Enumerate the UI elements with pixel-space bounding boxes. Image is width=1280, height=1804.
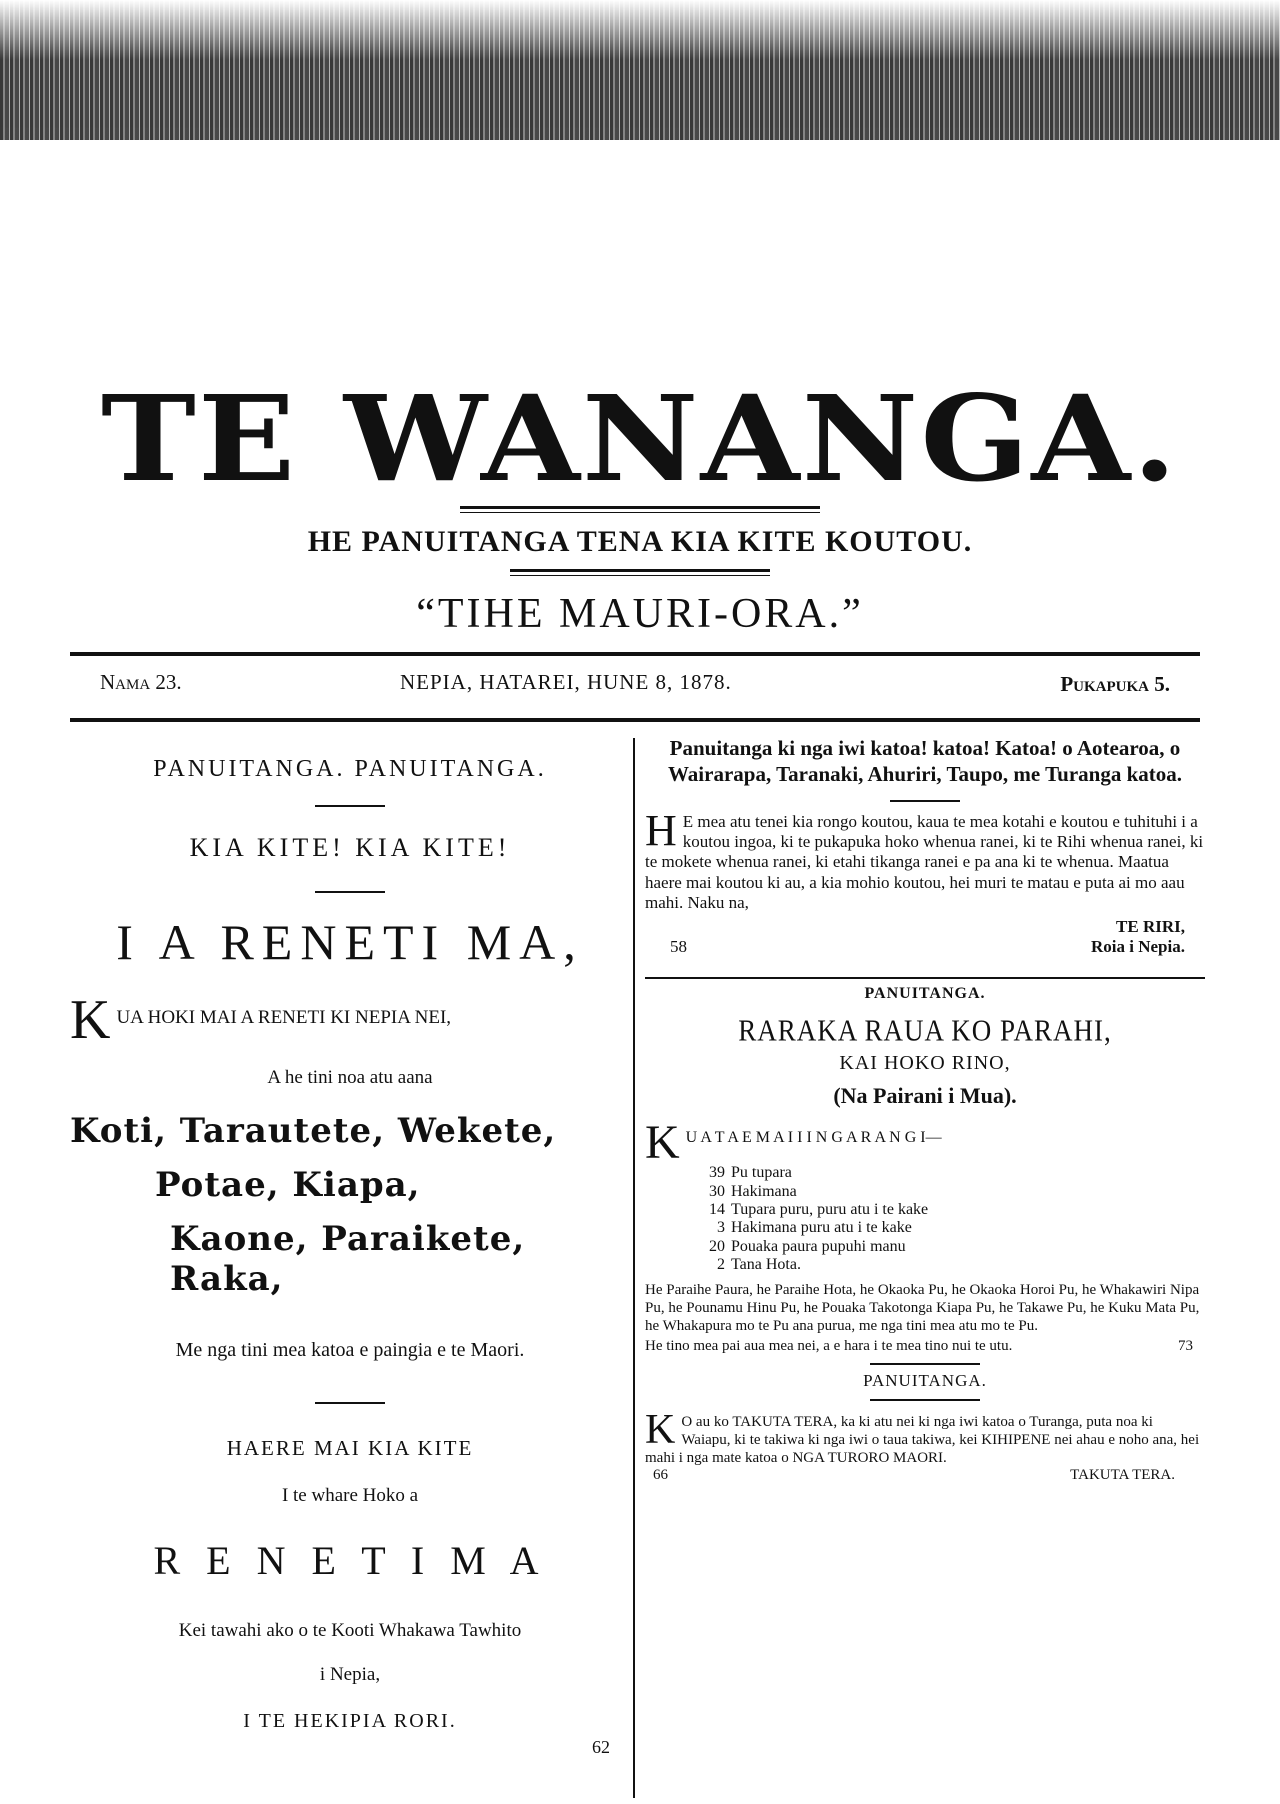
item-quantity: 3 bbox=[717, 1219, 725, 1237]
divider bbox=[870, 1399, 980, 1401]
list-item bbox=[703, 1183, 1205, 1201]
advert-number: 62 bbox=[592, 1736, 610, 1757]
hardware-subheading: KAI HOKO RINO, bbox=[839, 1052, 1011, 1075]
divider bbox=[315, 891, 385, 893]
whare-text: I te whare Hoko a bbox=[281, 1484, 419, 1506]
advert-heading: PANUITANGA. PANUITANGA. bbox=[153, 756, 547, 782]
nepia-text: i Nepia, bbox=[319, 1663, 381, 1685]
maori-goods-text: Me nga tini mea katoa e paingia e te Maori. bbox=[175, 1338, 525, 1361]
hardware-intro bbox=[645, 1123, 1205, 1164]
land-notice-signature: TE RIRI, bbox=[1116, 917, 1185, 937]
shop-name: R E N E T I M A bbox=[153, 1537, 547, 1583]
kia-kite-heading: KIA KITE! KIA KITE! bbox=[189, 833, 511, 862]
item-name: Hakimana puru atu i te kake bbox=[731, 1219, 912, 1237]
item-quantity: 14 bbox=[709, 1201, 725, 1219]
hardware-item-list bbox=[703, 1164, 1205, 1274]
masthead bbox=[60, 369, 1220, 644]
divider bbox=[315, 1402, 385, 1404]
dateline-top-rule bbox=[70, 652, 1200, 656]
hardware-paren: (Na Pairani i Mua). bbox=[833, 1083, 1017, 1109]
item-name: Tupara puru, puru atu i te kake bbox=[731, 1201, 929, 1219]
hardware-heading: RARAKA RAUA KO PARAHI, bbox=[738, 1013, 1112, 1048]
hardware-intro-text: U A T A E M A I I I N G A R A N G I— bbox=[685, 1129, 942, 1147]
divider bbox=[315, 805, 385, 807]
land-notice-footer bbox=[645, 937, 1205, 961]
goods-line-2: Potae, Kiapa, bbox=[155, 1164, 421, 1205]
doctor-signature: TAKUTA TERA. bbox=[1070, 1466, 1175, 1483]
advert-number: 73 bbox=[1178, 1337, 1193, 1354]
newspaper-motto: “TIHE MAURI-ORA.” bbox=[416, 591, 864, 637]
tini-text: A he tini noa atu aana bbox=[267, 1066, 433, 1088]
list-item bbox=[703, 1238, 1205, 1256]
intro-text: UA HOKI MAI A RENETI KI NEPIA NEI, bbox=[116, 1007, 452, 1028]
divider bbox=[870, 1363, 980, 1365]
street-text: I TE HEKIPIA RORI. bbox=[243, 1709, 457, 1732]
doctor-advert bbox=[645, 1371, 1205, 1489]
column-separator bbox=[633, 738, 635, 1798]
location-text: Kei tawahi ako o te Kooti Whakawa Tawhito bbox=[178, 1619, 522, 1641]
item-quantity: 30 bbox=[709, 1182, 725, 1200]
item-name: Pu tupara bbox=[731, 1164, 792, 1182]
land-notice-text: E mea atu tenei kia rongo koutou, kaua te mea kotahi e koutou e tuhituhi i a koutou ingoa, ki te pukapuka hoko whenua ranei, ki te Rihi whenua ranei, ki te mokete whenua ranei, ki etahi tikanga ranei e pa ana ki te whenua. Maatua haere mai koutou ki au, a kia mohio koutou, hei muri te matau e puta ai mo aau mahi. Naku na, bbox=[645, 811, 1204, 913]
item-quantity: 2 bbox=[717, 1256, 725, 1274]
section-rule bbox=[645, 977, 1205, 979]
right-column bbox=[645, 735, 1205, 1489]
item-name: Tana Hota. bbox=[731, 1256, 801, 1274]
hardware-closing-text: He tino mea pai aua mea nei, a e hara i te mea tino nui te utu. bbox=[645, 1337, 1013, 1354]
land-notice-body bbox=[645, 812, 1205, 914]
advert-label: PANUITANGA. bbox=[864, 985, 986, 1003]
item-name: Pouaka paura pupuhi manu bbox=[731, 1237, 906, 1255]
newspaper-title: TE WANANGA. bbox=[101, 369, 1179, 508]
haere-mai-text: HAERE MAI KIA KITE bbox=[226, 1435, 474, 1460]
intro-paragraph bbox=[70, 997, 630, 1045]
advert-label: PANUITANGA. bbox=[863, 1370, 987, 1390]
hardware-advert bbox=[645, 985, 1205, 1354]
doctor-footer bbox=[645, 1467, 1205, 1489]
advert-number: 58 bbox=[670, 937, 687, 957]
list-item bbox=[703, 1256, 1205, 1274]
scan-artifact-band bbox=[0, 0, 1280, 140]
issue-date: NEPIA, HATAREI, HUNE 8, 1878. bbox=[400, 670, 732, 694]
subtitle-rule bbox=[510, 569, 770, 576]
drop-cap: K bbox=[645, 1123, 680, 1165]
item-name: Hakimana bbox=[731, 1182, 797, 1200]
drop-cap: K bbox=[70, 997, 111, 1045]
hardware-closing bbox=[645, 1337, 1205, 1355]
drop-cap: K bbox=[645, 1412, 676, 1453]
left-column-advert bbox=[70, 740, 630, 1758]
dateline-bottom-rule bbox=[70, 718, 1200, 722]
goods-line-3: Kaone, Paraikete, Raka, bbox=[170, 1218, 526, 1299]
item-quantity: 20 bbox=[709, 1237, 725, 1255]
divider bbox=[890, 800, 960, 802]
advert-number: 66 bbox=[653, 1466, 668, 1483]
volume-number: Pukapuka 5. bbox=[1060, 672, 1170, 696]
doctor-body bbox=[645, 1413, 1205, 1467]
firm-name-heading: I A RENETI MA, bbox=[116, 914, 584, 970]
list-item bbox=[703, 1164, 1205, 1182]
list-item bbox=[703, 1219, 1205, 1237]
list-item bbox=[703, 1201, 1205, 1219]
drop-cap: H bbox=[645, 811, 677, 855]
land-notice-heading: Panuitanga ki nga iwi katoa! katoa! Katoa! o Aotearoa, o Wairarapa, Taranaki, Ahuriri, Taupo, me Turanga katoa. bbox=[667, 736, 1183, 787]
item-quantity: 39 bbox=[709, 1164, 725, 1182]
newspaper-subtitle: HE PANUITANGA TENA KIA KITE KOUTOU. bbox=[307, 525, 973, 558]
land-notice-role: Roia i Nepia. bbox=[1091, 937, 1185, 957]
hardware-body: He Paraihe Paura, he Paraihe Hota, he Okaoka Pu, he Okaoka Horoi Pu, he Whakawiri Nipa Pu, he Pounamu Hinu Pu, he Pouaka Takotonga Kiapa Pu, he Takawe Pu, he Kuku Mata Pu, he Whakapura mo te Pu ana purua, me nga tini mea atu mo te Pu. bbox=[645, 1281, 1200, 1334]
goods-line-1: Koti, Tarautete, Wekete, bbox=[70, 1110, 557, 1151]
doctor-text: O au ko TAKUTA TERA, ka ki atu nei ki nga iwi katoa o Turanga, puta noa ki Waiapu, ki te takiwa ki nga iwi o taua takiwa, kei KIHIPENE nei ahau e noho ana, hei mahi i nga mate katoa o NGA TURORO MAORI. bbox=[645, 1413, 1200, 1466]
issue-number: Nama 23. bbox=[100, 670, 182, 694]
land-notice-advert bbox=[645, 735, 1205, 961]
